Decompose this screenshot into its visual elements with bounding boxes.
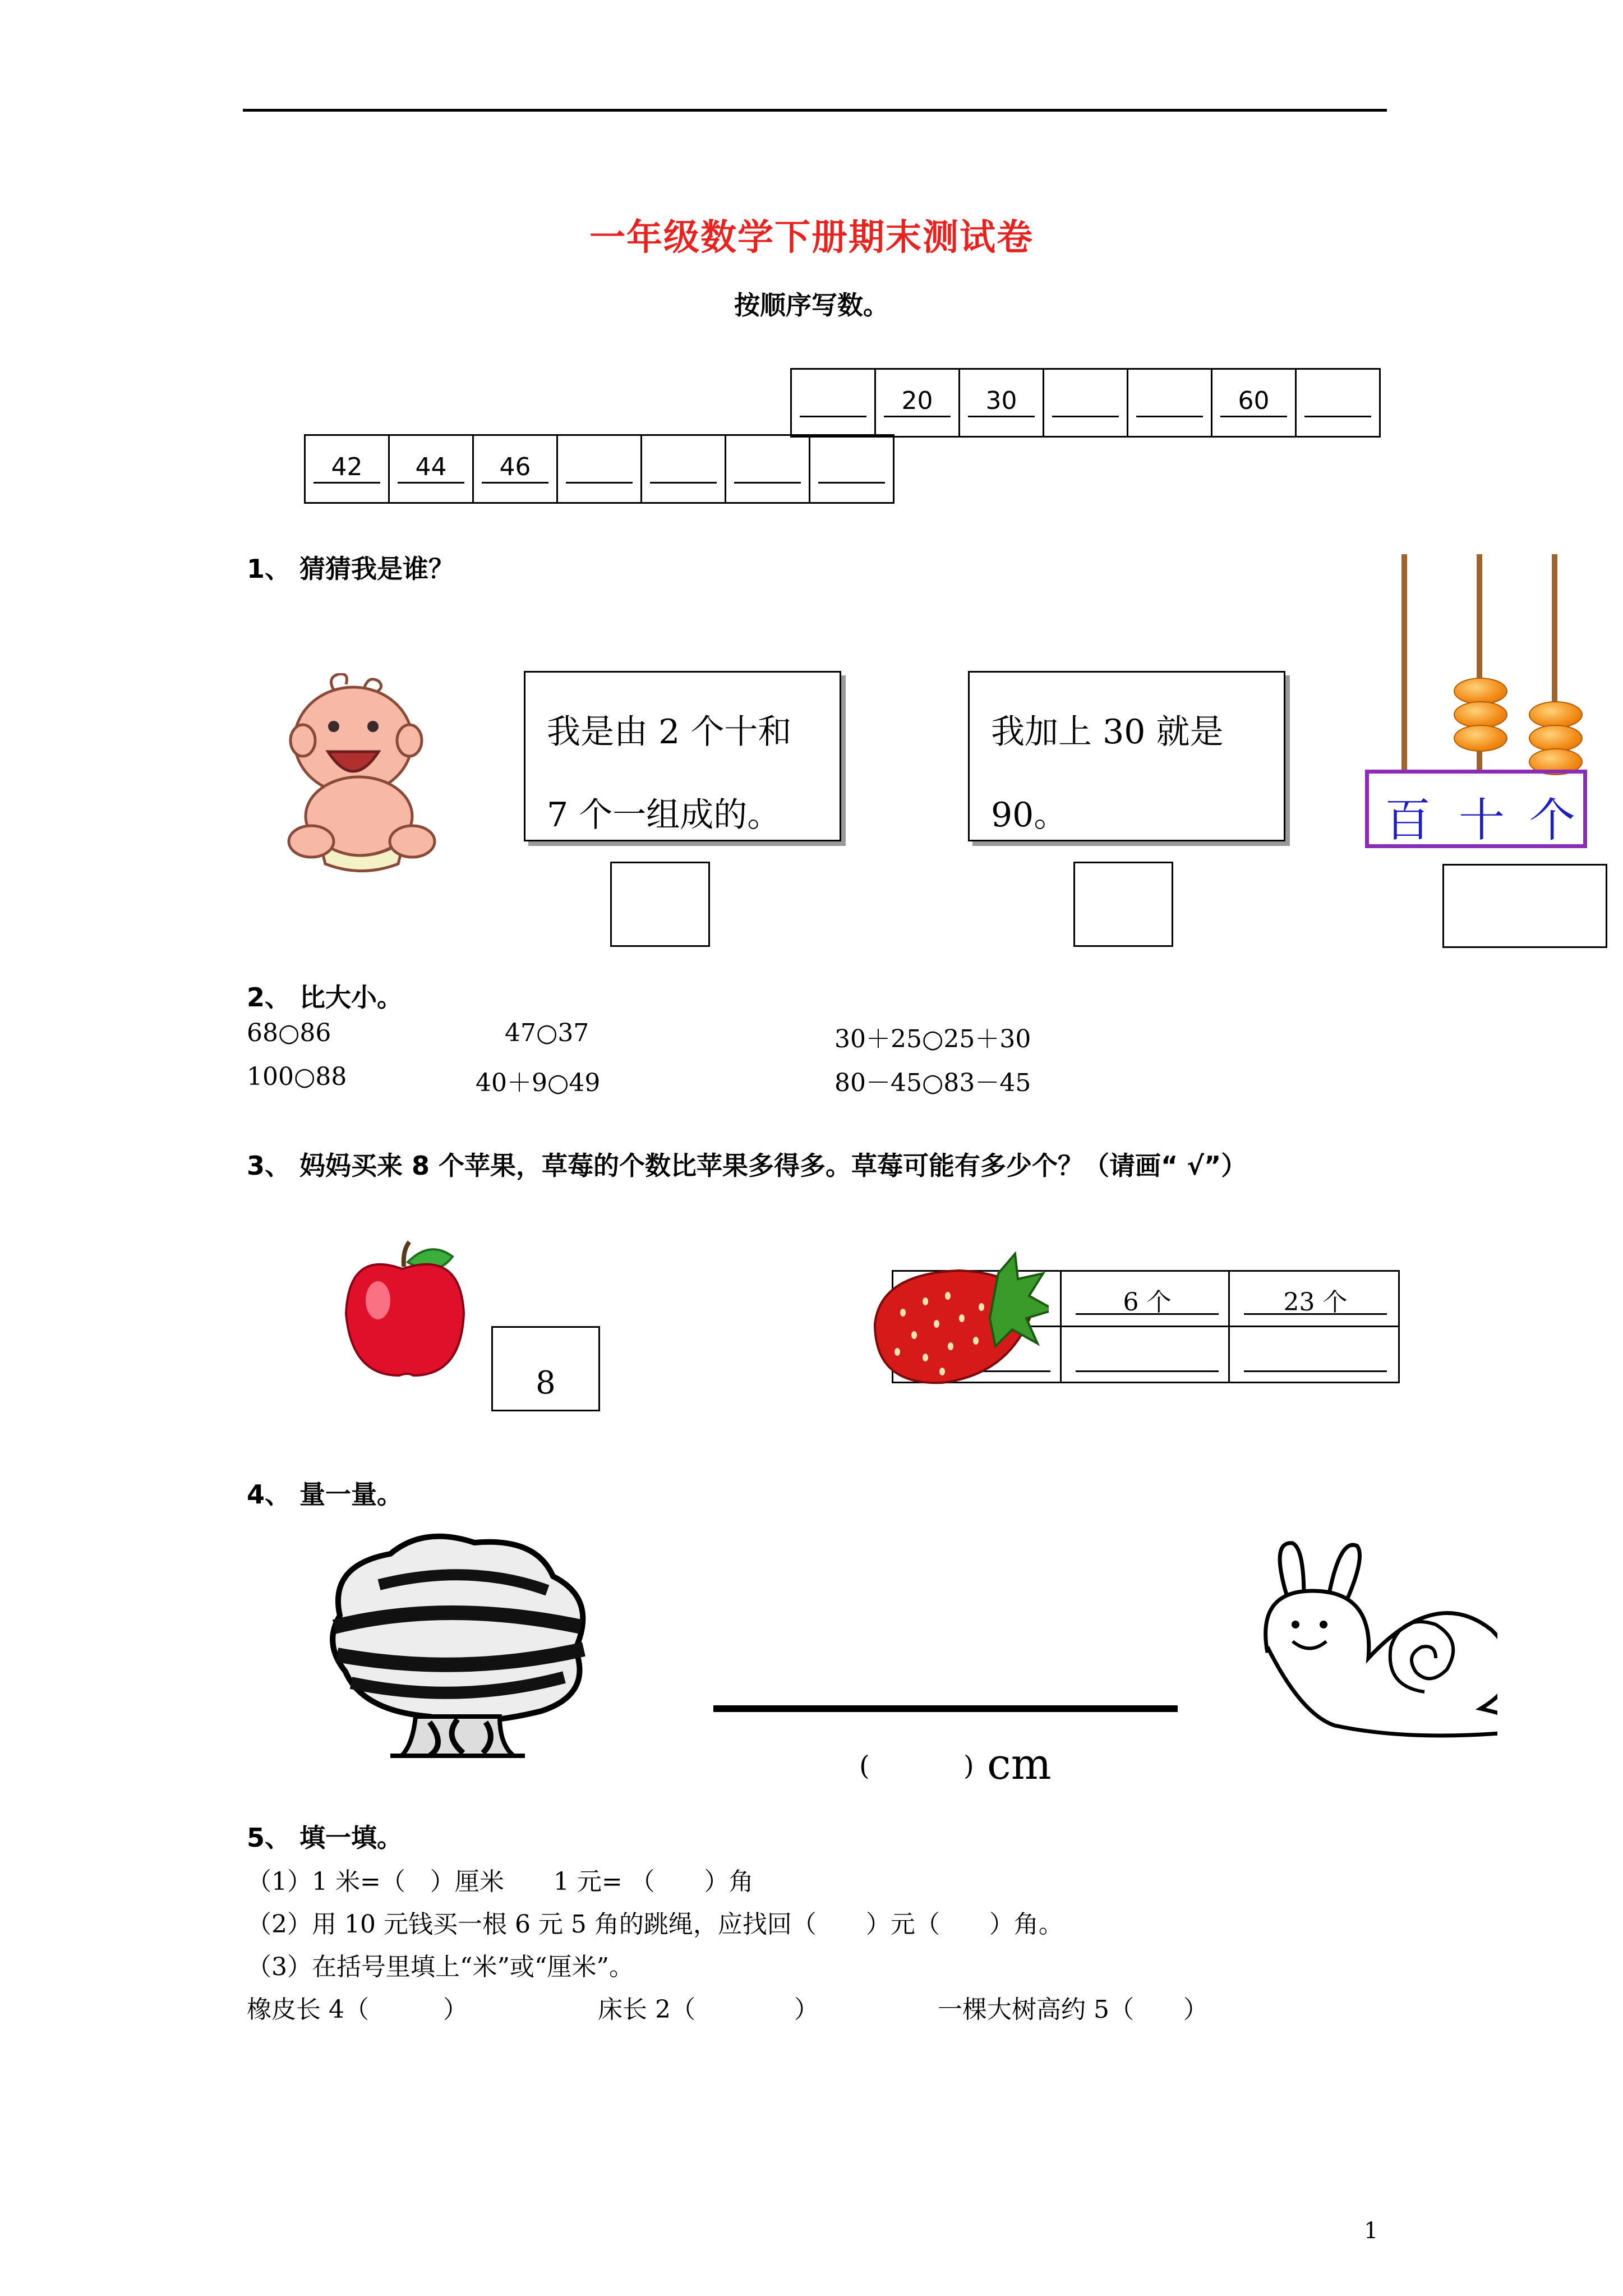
sequence-cell[interactable] (558, 436, 642, 502)
sequence-cell: 60 (1212, 370, 1297, 436)
sequence-cell[interactable] (1128, 370, 1212, 436)
baby-illustration (280, 673, 449, 881)
question-4-heading: 4、 量一量。 (247, 1479, 403, 1510)
sequence-cell: 44 (390, 436, 474, 502)
compare-item: 68○86 (247, 1019, 331, 1047)
sequence-cell[interactable] (1297, 370, 1381, 436)
measure-unit: cm (987, 1739, 1052, 1789)
abacus-label-frame (1365, 770, 1587, 848)
sequence-cell: 30 (960, 370, 1044, 436)
section-instruction: 按顺序写数。 (734, 290, 889, 320)
tree-illustration (317, 1531, 603, 1767)
compare-item: 80－45○83－45 (834, 1069, 1031, 1097)
sequence-row-2 (304, 434, 895, 504)
sequence-cell[interactable] (1044, 370, 1128, 436)
fill-line-3: （3）在括号里填上“米”或“厘米”。 (247, 1953, 634, 1981)
page-number: 1 (1364, 2218, 1378, 2244)
question-2-heading: 2、 比大小。 (247, 982, 403, 1013)
fill-line-2: （2）用 10 元钱买一根 6 元 5 角的跳绳，应找回（ ）元（ ）角。 (247, 1910, 1063, 1939)
abacus-bead (1454, 678, 1507, 705)
measure-line (713, 1705, 1178, 1712)
answer-box-1[interactable] (610, 862, 710, 947)
abacus-bead (1529, 701, 1583, 728)
measure-answer-blank[interactable] (880, 1749, 959, 1788)
compare-item: 47○37 (505, 1019, 589, 1047)
answer-box-2[interactable] (1073, 862, 1173, 947)
compare-item: 30＋25○25＋30 (834, 1025, 1031, 1053)
apple-illustration (343, 1240, 467, 1380)
sequence-cell: 46 (474, 436, 558, 502)
page-title: 一年级数学下册期末测试卷 (589, 217, 1034, 259)
fill-blank-tree[interactable]: 一棵大树高约 5（ ） (938, 1995, 1208, 2024)
sequence-cell: 42 (306, 436, 390, 502)
abacus-label-ones: 个 (1529, 794, 1576, 847)
clue-card-2: 我加上 30 就是 90。 (968, 671, 1285, 841)
header-rule (243, 109, 1387, 112)
answer-box-3[interactable] (1442, 864, 1607, 948)
snail-illustration (1262, 1540, 1497, 1742)
fill-blank-bed[interactable]: 床长 2（ ） (598, 1995, 819, 2024)
abacus-bead (1454, 701, 1507, 728)
abacus-label-tens: 十 (1459, 794, 1505, 847)
apple-count-box: 8 (491, 1326, 600, 1411)
question-5-heading: 5、 填一填。 (247, 1823, 403, 1853)
fill-line-1: （1）1 米=（ ）厘米 1 元= （ ）角 (247, 1867, 754, 1896)
compare-item: 40＋9○49 (476, 1069, 601, 1097)
sequence-cell[interactable] (642, 436, 726, 502)
check-cell-6[interactable] (1076, 1339, 1219, 1372)
option-label-6: 6 个 (1076, 1282, 1219, 1315)
fill-blank-eraser[interactable]: 橡皮长 4（ ） (247, 1995, 468, 2024)
clue-card-1: 我是由 2 个十和 7 个一组成的。 (524, 671, 841, 841)
abacus-rod-hundreds (1401, 554, 1407, 771)
compare-item: 100○88 (247, 1062, 347, 1091)
abacus-bead (1529, 725, 1583, 752)
check-cell-23[interactable] (1244, 1339, 1387, 1372)
measure-answer-close: ) (963, 1750, 974, 1782)
sequence-cell[interactable] (810, 436, 895, 502)
strawberry-illustration (864, 1251, 1049, 1391)
sequence-cell: 20 (876, 370, 960, 436)
abacus-label-hundreds: 百 (1385, 794, 1431, 847)
abacus-bead (1454, 725, 1507, 752)
sequence-row-1 (790, 368, 1381, 438)
sequence-cell[interactable] (726, 436, 810, 502)
question-3-heading: 3、 妈妈买来 8 个苹果，草莓的个数比苹果多得多。草莓可能有多少个？（请画“ √”） (247, 1151, 1247, 1181)
sequence-cell[interactable] (792, 370, 876, 436)
measure-answer-open: ( (859, 1750, 870, 1782)
question-1-heading: 1、 猜猜我是谁？ (247, 554, 455, 584)
option-label-23: 23 个 (1244, 1282, 1387, 1315)
